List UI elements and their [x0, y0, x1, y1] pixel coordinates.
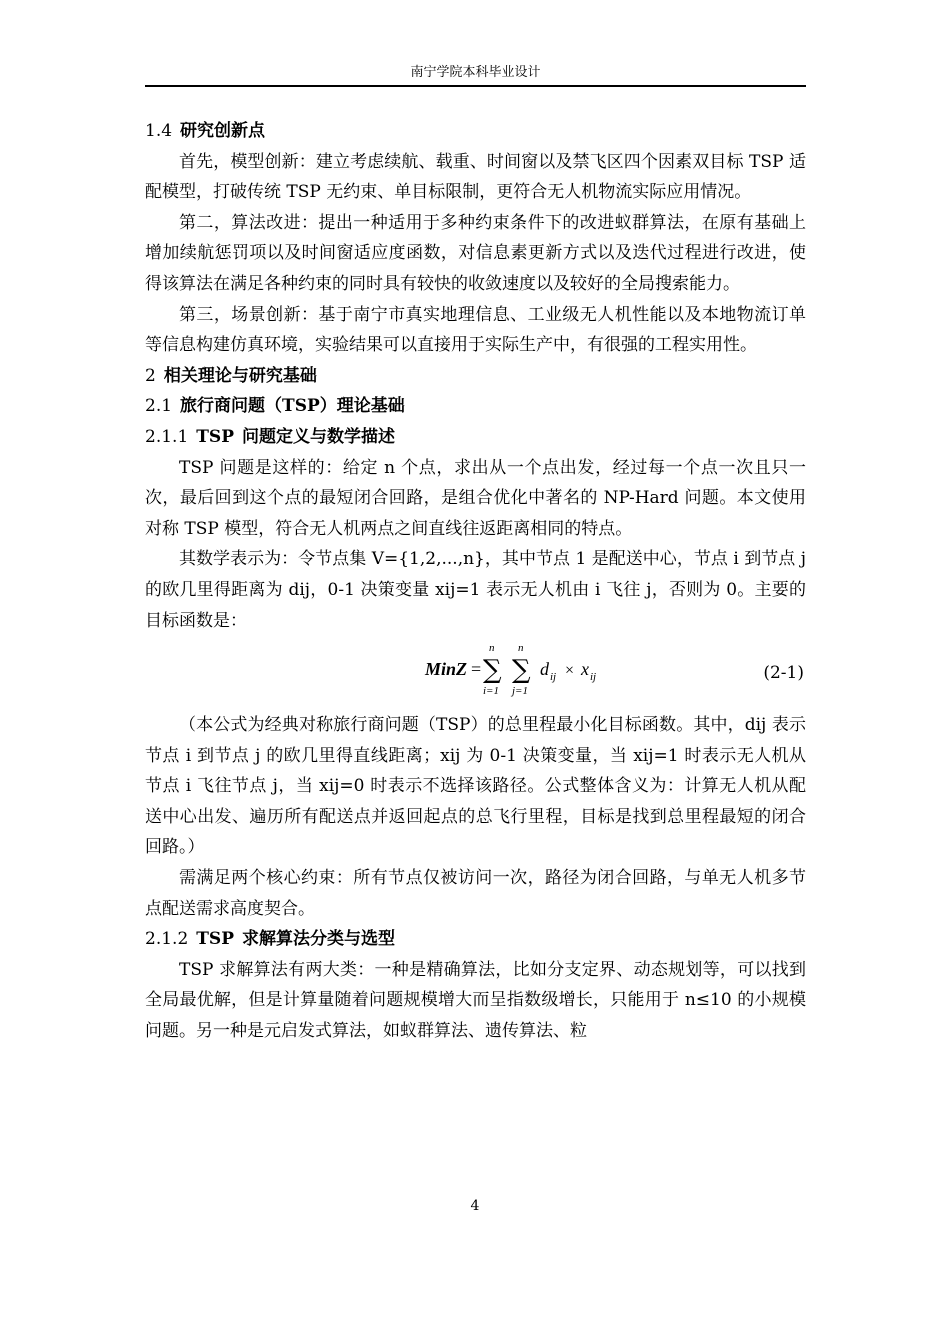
- heading-title: 旅行商问题（TSP）理论基础: [180, 396, 405, 417]
- paragraph: （本公式为经典对称旅行商问题（TSP）的总里程最小化目标函数。其中，dij 表示节点 i 到节点 j 的欧几里得直线距离；xij 为 0-1 决策变量，当 xij=1 时表示无人机从节点 i 飞往节点 j，当 xij=0 时表示不选择该路径。公式整体含义为：计算无人机从配送中心出发、遍历所有配送点并返回起点的总飞行里程，目标是找到总里程最短的闭合回路。）: [145, 715, 806, 858]
- heading-1-4: [145, 116, 806, 147]
- sum1-sigma: ∑: [483, 655, 502, 686]
- heading-number: 1.4: [145, 121, 173, 141]
- equation-number: (2-1): [763, 663, 804, 684]
- formula-d-sub: ij: [550, 671, 557, 684]
- page-header: 南宁学院本科毕业设计: [410, 65, 541, 80]
- page-number: 4: [470, 1198, 480, 1214]
- heading-number: 2.1: [145, 396, 173, 417]
- heading-2-1-2: [145, 924, 806, 955]
- heading-title: 相关理论与研究基础: [163, 365, 317, 386]
- formula-x-sub: ij: [590, 671, 597, 684]
- heading-title: 研究创新点: [180, 121, 266, 141]
- sum2-lower: j=1: [512, 685, 528, 698]
- paragraph: 第二，算法改进：提出一种适用于多种约束条件下的改进蚁群算法，在原有基础上增加续航惩罚项以及时间窗适应度函数，对信息素更新方式以及迭代过程进行改进，使得该算法在满足各种约束的同时具有较快的收敛速度以及较好的全局搜索能力。: [145, 212, 806, 294]
- heading-2-1-1: [145, 422, 806, 453]
- sum1-lower: i=1: [483, 685, 499, 698]
- paragraph: 第三，场景创新：基于南宁市真实地理信息、工业级无人机性能以及本地物流订单等信息构建仿真环境，实验结果可以直接用于实际生产中，有很强的工程实用性。: [145, 304, 806, 356]
- formula-svg: [415, 642, 615, 702]
- paragraph: 首先，模型创新：建立考虑续航、载重、时间窗以及禁飞区四个因素双目标 TSP 适配模型，打破传统 TSP 无约束、单目标限制，更符合无人机物流实际应用情况。: [145, 151, 806, 203]
- header-rule: [145, 85, 806, 87]
- heading-2-1: [145, 391, 806, 422]
- formula-x: x: [581, 659, 589, 680]
- paragraph: 需满足两个核心约束：所有节点仅被访问一次，路径为闭合回路，与单无人机多节点配送需求高度契合。: [145, 868, 806, 919]
- formula-equals: =: [471, 659, 482, 680]
- formula-lhs: MinZ: [425, 659, 468, 680]
- sum1-upper: n: [489, 642, 495, 655]
- heading-title-bold: TSP: [196, 426, 234, 447]
- heading-title: 求解算法分类与选型: [241, 929, 395, 950]
- heading-number: 2: [145, 365, 156, 386]
- formula-2-1: [145, 642, 806, 702]
- heading-number: 2.1.2: [145, 929, 189, 950]
- page-body: [145, 116, 806, 1047]
- heading-2: [145, 361, 806, 392]
- paragraph: TSP 问题是这样的：给定 n 个点，求出从一个点出发，经过每一个点一次且只一次，最后回到这个点的最短闭合回路，是组合优化中著名的 NP-Hard 问题。本文使用对称 TSP 模型，符合无人机两点之间直线往返距离相同的特点。: [145, 457, 806, 539]
- formula-times: ×: [565, 662, 575, 680]
- heading-title-bold: TSP: [196, 929, 234, 950]
- paragraph: 其数学表示为：令节点集 V={1,2,...,n}，其中节点 1 是配送中心，节点 i 到节点 j 的欧几里得距离为 dij，0-1 决策变量 xij=1 表示无人机由 i 飞往 j，否则为 0。主要的目标函数是：: [145, 549, 806, 631]
- paragraph: TSP 求解算法有两大类：一种是精确算法，比如分支定界、动态规划等，可以找到全局最优解，但是计算量随着问题规模增大而呈指数级增长，只能用于 n≤10 的小规模问题。另一种是元启发式算法，如蚁群算法、遗传算法、粒: [145, 959, 806, 1042]
- heading-title: 问题定义与数学描述: [241, 426, 395, 447]
- sum2-upper: n: [518, 642, 524, 655]
- heading-number: 2.1.1: [145, 426, 189, 447]
- sum2-sigma: ∑: [512, 655, 531, 686]
- formula-d: d: [540, 659, 549, 680]
